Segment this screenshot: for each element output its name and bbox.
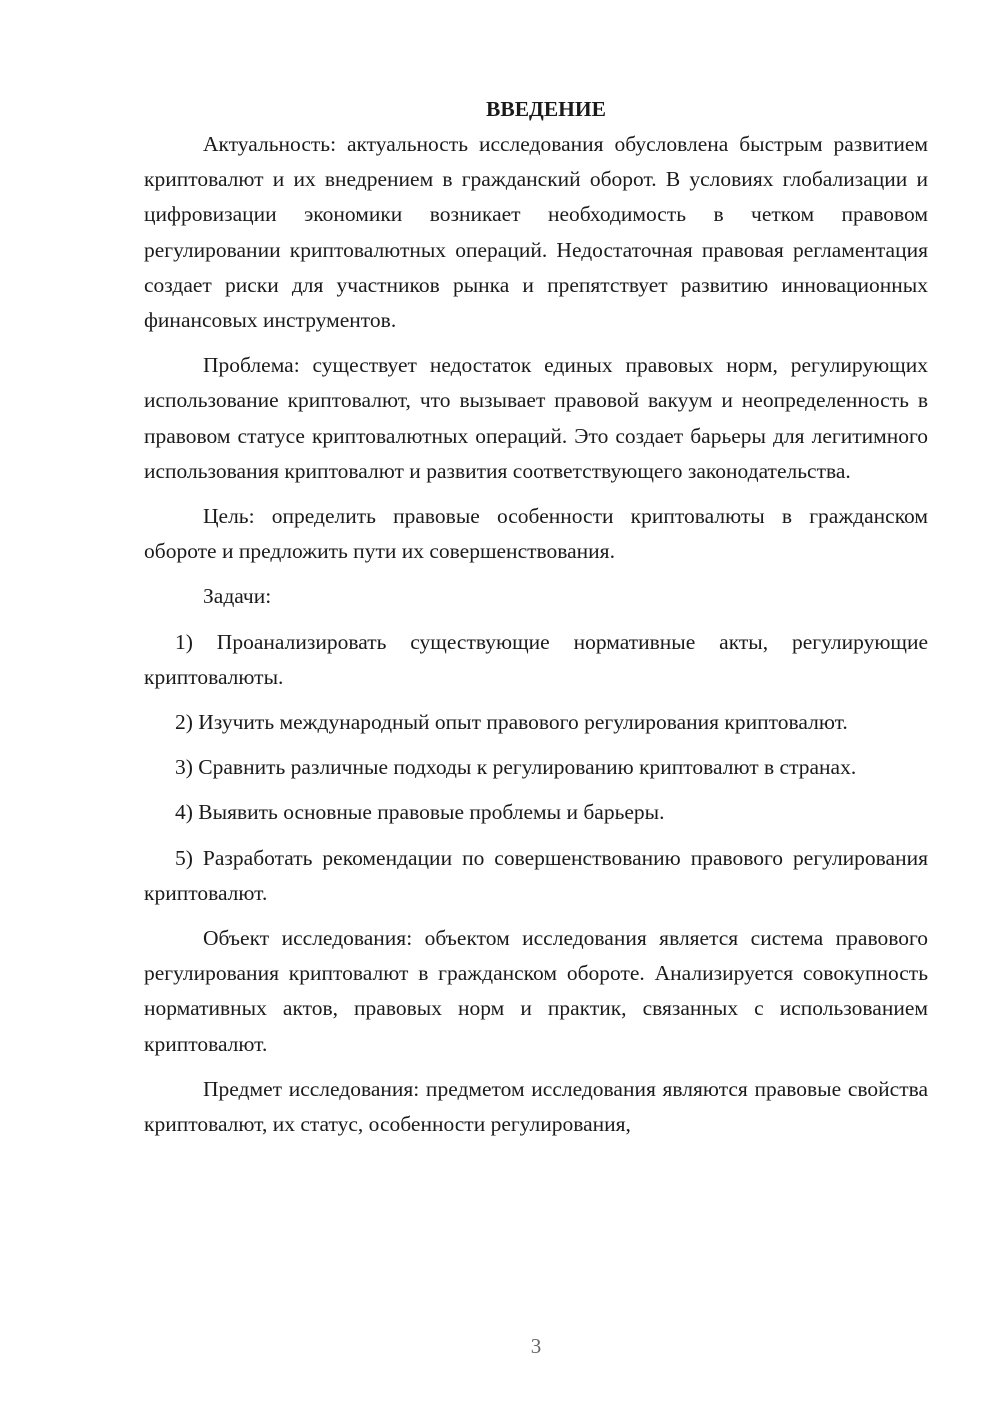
paragraph-object: Объект исследования: объектом исследования является система правового регулирования криптовалют в гражданском обороте. Анализируется совокупность нормативных актов, правовых норм и практик, связанных с использованием криптовалют. [144, 926, 928, 1056]
paragraph-relevance: Актуальность: актуальность исследования обусловлена быстрым развитием криптовалют и их внедрением в гражданский оборот. В условиях глобализации и цифровизации экономики возникает необходимость в четком правовом регулировании криптовалютных операций. Недостаточная правовая регламентация создает риски для участников рынка и препятствует развитию инновационных финансовых инструментов. [144, 132, 928, 333]
tasks-label: Задачи: [203, 584, 272, 609]
paragraph-goal: Цель: определить правовые особенности криптовалюты в гражданском обороте и предложить пути их совершенствования. [144, 504, 928, 564]
list-item: 2) Изучить международный опыт правового регулирования криптовалют. [175, 710, 848, 735]
list-item: 3) Сравнить различные подходы к регулированию криптовалют в странах. [175, 755, 857, 780]
tasks-list [144, 625, 928, 911]
paragraph-subject: Предмет исследования: предметом исследования являются правовые свойства криптовалют, их статус, особенности регулирования, [144, 1076, 928, 1137]
section-heading: ВВЕДЕНИЕ [486, 97, 606, 121]
page-number: 3 [530, 1334, 542, 1358]
document-page [144, 92, 928, 1142]
paragraph-problem: Проблема: существует недостаток единых правовых норм, регулирующих использование криптовалют, что вызывает правовой вакуум и неопределенность в правовом статусе криптовалютных операций. Это создает барьеры для легитимного использования криптовалют и развития соответствующего законодательства. [144, 353, 928, 483]
list-item: 4) Выявить основные правовые проблемы и барьеры. [175, 800, 665, 825]
list-item: 1) Проанализировать существующие нормативные акты, регулирующие криптовалюты. [144, 629, 928, 689]
list-item: 5) Разработать рекомендации по совершенствованию правового регулирования криптовалют. [144, 845, 928, 905]
